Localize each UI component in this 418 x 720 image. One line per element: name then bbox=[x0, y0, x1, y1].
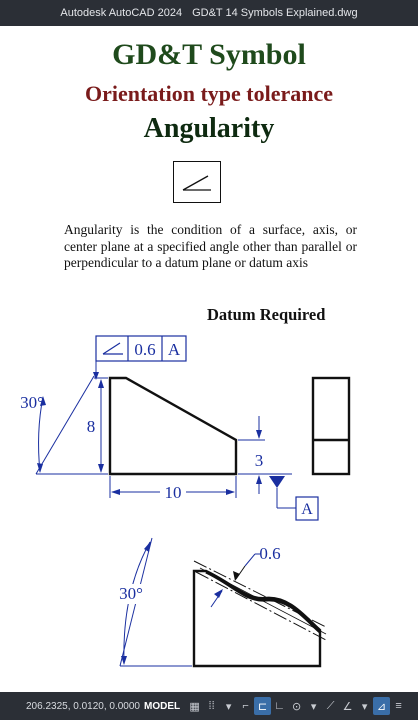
tolerance-zone-view bbox=[194, 561, 326, 666]
isodraft-icon[interactable]: ⟋ bbox=[326, 699, 335, 712]
file-name: GD&T 14 Symbols Explained.dwg bbox=[192, 7, 358, 19]
datum-letter: A bbox=[301, 501, 313, 518]
grid-display-icon[interactable]: ▦ bbox=[189, 700, 200, 713]
width-dimension bbox=[110, 476, 236, 502]
feature-control-frame bbox=[96, 336, 186, 361]
part-front-view bbox=[110, 378, 236, 474]
polar-dropdown-icon[interactable]: ▾ bbox=[310, 700, 317, 713]
datum-required-label: Datum Required bbox=[207, 305, 326, 324]
step-label: 3 bbox=[254, 451, 264, 470]
page-title: GD&T Symbol bbox=[112, 38, 306, 71]
angle-dimension-2 bbox=[116, 538, 192, 666]
lineweight-icon[interactable]: ≡ bbox=[395, 700, 402, 712]
dropdown-chevron-icon[interactable]: ▾ bbox=[225, 700, 232, 713]
object-snap-tracking-icon[interactable]: ∠ bbox=[342, 700, 353, 713]
height-label: 8 bbox=[86, 417, 96, 436]
description-text: Angularity is the condition of a surface, axis, or center plane at a specified angle other than parallel or perpendicular to a datum plane or datum axis bbox=[64, 222, 357, 270]
fcf-angularity-icon bbox=[103, 343, 123, 354]
symbol-name: Angularity bbox=[143, 113, 275, 144]
snap-mode-icon[interactable]: ⁞⁞ bbox=[208, 700, 215, 712]
step-dimension bbox=[238, 416, 292, 494]
ortho-mode-icon[interactable]: ∟ bbox=[274, 700, 285, 712]
width-label: 10 bbox=[164, 483, 182, 502]
model-space-button[interactable]: MODEL bbox=[144, 700, 181, 712]
coordinates-readout: 206.2325, 0.0120, 0.0000 bbox=[26, 700, 140, 712]
part-side-view bbox=[313, 378, 349, 474]
polar-tracking-icon[interactable]: ⊙ bbox=[292, 700, 302, 713]
fcf-tolerance: 0.6 bbox=[134, 340, 156, 359]
fcf-datum: A bbox=[167, 340, 181, 359]
snap-dropdown-icon[interactable]: ▾ bbox=[361, 700, 368, 713]
dynamic-input-icon[interactable]: ⊏ bbox=[254, 697, 271, 715]
status-bar bbox=[0, 692, 418, 720]
object-snap-icon[interactable]: ⊿ bbox=[373, 697, 390, 715]
datum-feature-symbol bbox=[269, 476, 318, 520]
app-name: Autodesk AutoCAD 2024 bbox=[60, 7, 183, 19]
angle-label-2: 30° bbox=[119, 584, 143, 603]
height-dimension bbox=[84, 378, 108, 473]
infer-constraints-icon[interactable]: ⌐ bbox=[242, 700, 249, 712]
tolerance-label-2: 0.6 bbox=[259, 544, 281, 563]
page-subtitle: Orientation type tolerance bbox=[84, 81, 334, 106]
angle-label-1: 30° bbox=[20, 393, 44, 412]
